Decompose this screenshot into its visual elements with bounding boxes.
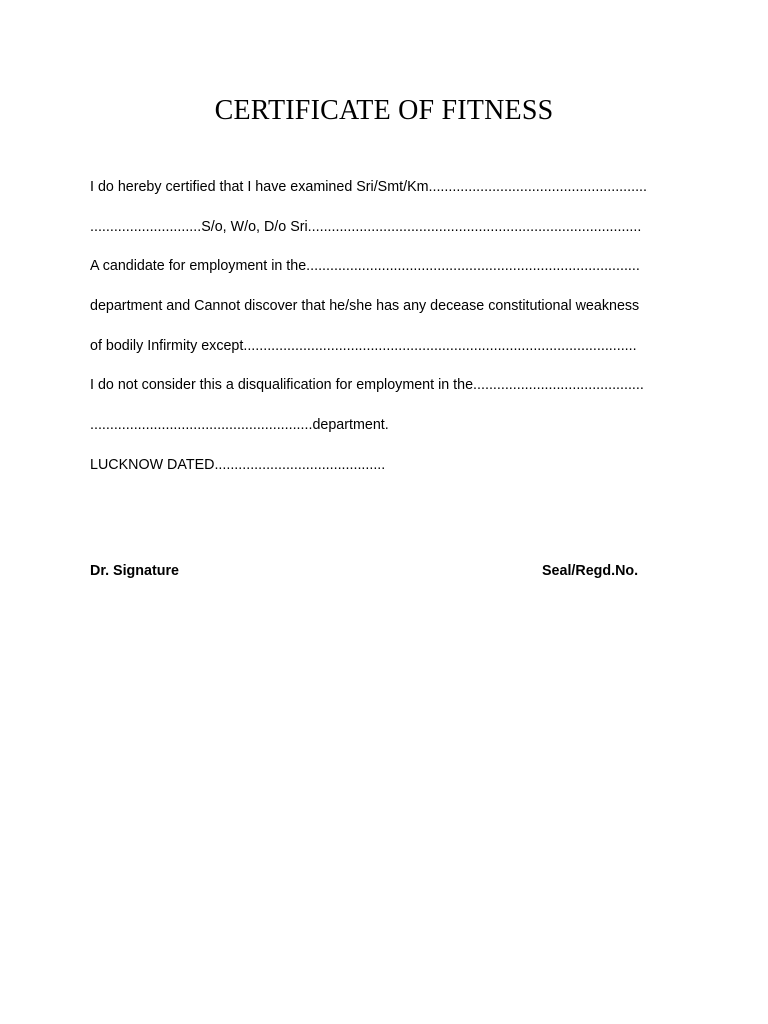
- certificate-line-4: department and Cannot discover that he/she has any decease constitutional weakness: [90, 298, 640, 314]
- certificate-line-8: LUCKNOW DATED...........................................: [90, 457, 386, 473]
- certificate-line-1: I do hereby certified that I have examined Sri/Smt/Km.......................................................: [90, 179, 647, 195]
- certificate-line-7: ........................................................department.: [90, 417, 389, 433]
- certificate-line-5: of bodily Infirmity except...................................................................................................: [90, 338, 637, 354]
- seal-registration-label: Seal/Regd.No.: [542, 563, 639, 579]
- certificate-title: CERTIFICATE OF FITNESS: [214, 95, 554, 126]
- certificate-line-6: I do not consider this a disqualification for employment in the...........................................: [90, 377, 644, 393]
- certificate-line-2: ............................S/o, W/o, D/o Sri....................................................................................: [90, 219, 642, 235]
- doctor-signature-label: Dr. Signature: [90, 563, 179, 579]
- certificate-line-3: A candidate for employment in the....................................................................................: [90, 258, 640, 274]
